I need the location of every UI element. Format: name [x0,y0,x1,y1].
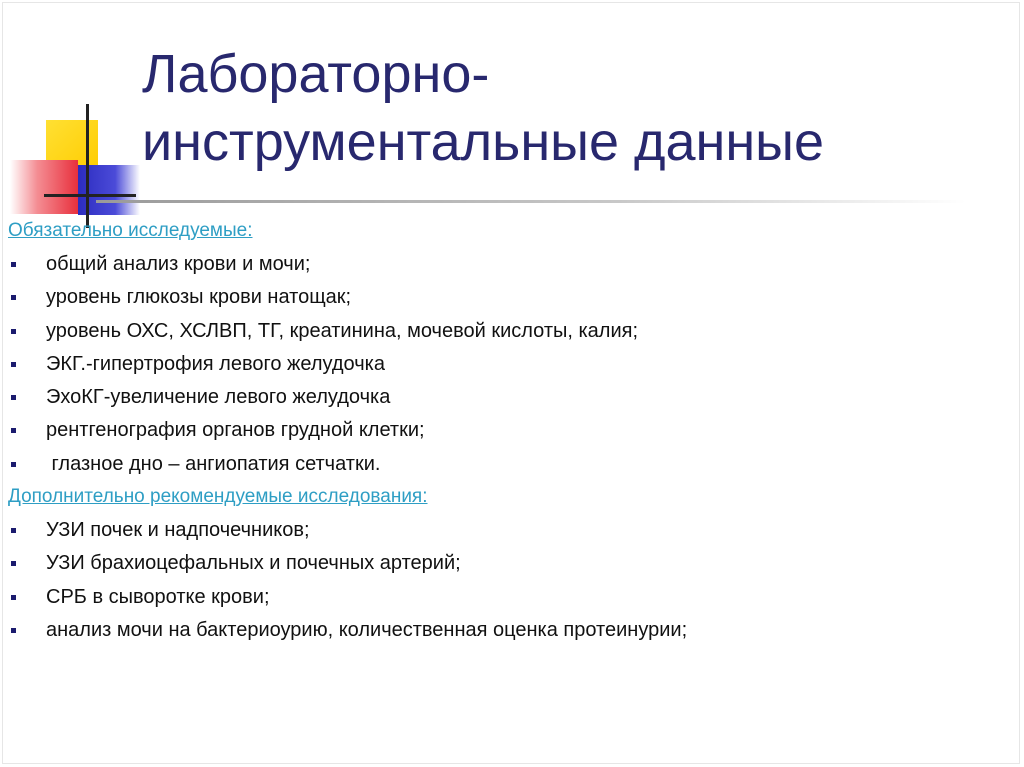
list-item [8,251,1008,277]
slide-title [142,40,1002,176]
bullet-icon [11,595,16,600]
list-item-text: УЗИ брахиоцефальных и почечных артерий; [46,552,461,575]
list-item-text: глазное дно – ангиопатия сетчатки. [46,452,381,475]
bullet-icon [11,295,16,300]
slide-title-line-1: Лабораторно- [142,44,490,104]
list-item-text: УЗИ почек и надпочечников; [46,519,310,542]
list-item [8,451,1008,477]
list-item [8,318,1008,344]
list-item [8,384,1008,410]
section-heading-required[interactable]: Обязательно исследуемые: [8,220,253,241]
bullet-icon [11,428,16,433]
list-item [8,417,1008,443]
slide-logo [0,0,140,230]
list-item-text: ЭКГ.-гипертрофия левого желудочка [46,352,385,375]
slide-title-line-2: инструментальные данные [142,112,825,172]
list-item-text: уровень ОХС, ХСЛВП, ТГ, креатинина, мочевой кислоты, калия; [46,319,639,342]
bullet-icon [11,395,16,400]
bullet-icon [11,561,16,566]
logo-red-square [10,160,78,214]
bullet-icon [11,528,16,533]
list-item-text: общий анализ крови и мочи; [46,253,311,275]
list-item [8,351,1008,377]
list-item-text: ЭхоКГ-увеличение левого желудочка [46,386,391,409]
section-heading-recommended[interactable]: Дополнительно рекомендуемые исследования: [8,486,428,508]
bullet-icon [11,462,16,467]
logo-horizontal-line [44,194,136,197]
bullet-icon [11,262,16,267]
bullet-icon [11,628,16,633]
bullet-icon [11,362,16,367]
list-item-text: анализ мочи на бактериоурию, количественная оценка протеинурии; [46,618,688,641]
title-divider [96,200,966,203]
bullet-icon [11,329,16,334]
list-item [8,517,1008,543]
logo-vertical-line [86,104,89,228]
list-item-text: СРБ в сыворотке крови; [46,585,270,608]
list-item [8,617,1008,643]
list-item-text: рентгенография органов грудной клетки; [46,419,425,442]
list-item [8,284,1008,310]
list-item [8,584,1008,610]
list-item [8,550,1008,576]
slide-content [8,218,1008,650]
list-item-text: уровень глюкозы крови натощак; [46,286,352,309]
